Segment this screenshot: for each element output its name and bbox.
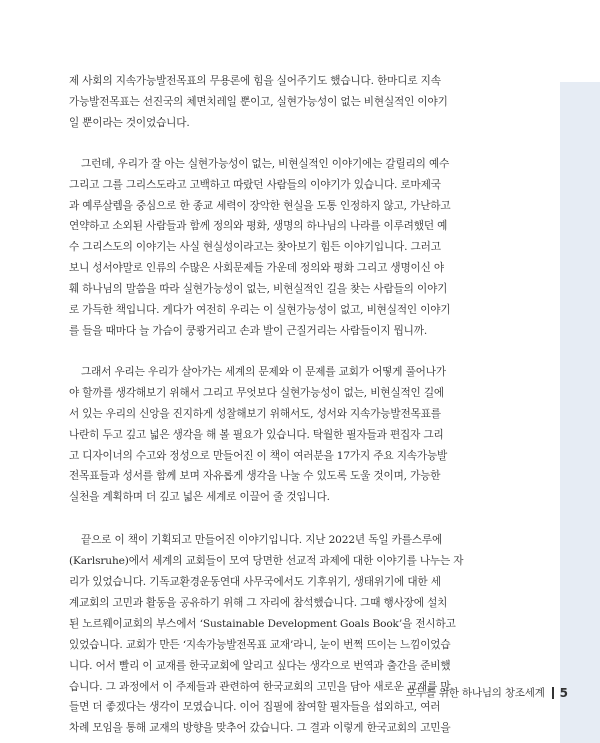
paragraph-2 [69,154,546,342]
paragraph-1 [69,71,546,134]
running-title: 모두를 위한 하나님의 창조세계 [405,687,545,699]
text-line: 과 예루살렘을 중심으로 한 종교 세력이 장악한 현실을 도통 인정하지 않고, 가난하고 [69,199,451,212]
text-line: 리가 있었습니다. 기독교환경운동연대 사무국에서도 기후위기, 생태위기에 대한 세 [69,576,441,589]
text-line: 습니다. 그 과정에서 이 주제들과 관련하여 한국교회의 고민을 담아 새로운 교재를 만 [69,680,451,693]
text-line: 실천을 계획하며 더 깊고 넓은 세계로 이끌어 줄 것입니다. [69,491,330,504]
text-line: 그래서 우리는 우리가 살아가는 세계의 문제와 이 문제를 교회가 어떻게 풀어나가 [81,365,446,378]
text-line: 있었습니다. 교회가 만든 ‘지속가능발전목표 교재’라니, 눈이 번쩍 뜨이는 느낌이었습 [69,638,451,651]
text-line: 끝으로 이 책이 기획되고 만들어진 이야기입니다. 지난 2022년 독일 카를스루에 [81,534,443,547]
text-line: 훼 하나님의 말씀을 따라 실현가능성이 없는, 비현실적인 길을 찾는 사람들의 이야기 [69,283,448,296]
page-number: 5 [559,685,568,700]
footer-divider [552,687,554,699]
text-line: 들면 더 좋겠다는 생각이 모였습니다. 이어 집필에 참여할 필자들을 섭외하고, 여러 [69,701,441,714]
text-line: 야 할까를 생각해보기 위해서 그리고 무엇보다 실현가능성이 없는, 비현실적인 길에 [69,386,445,399]
body-text [69,71,546,739]
text-line: 수 그리스도의 이야기는 사실 현실성이라고는 찾아보기 힘든 이야기입니다. 그러고 [69,241,441,254]
text-line: 제 사회의 지속가능발전목표의 무용론에 힘을 실어주기도 했습니다. 한마디로 지속 [69,75,441,87]
text-line: 전목표들과 성서를 함께 보며 자유롭게 생각을 나눌 수 있도록 도울 것이며, 가능한 [69,470,441,483]
paragraph-3 [69,362,546,508]
text-line: 나란히 두고 깊고 넓은 생각을 해 볼 필요가 있습니다. 탁월한 필자들과 편집자 그리 [69,428,444,441]
text-line: 차례 모임을 통해 교재의 방향을 맞추어 갔습니다. 그 결과 이렇게 한국교회의 고민을 [69,722,451,735]
text-line: 로 가득한 책입니다. 게다가 여전히 우리는 이 실현가능성이 없고, 비현실적인 이야기 [69,304,451,317]
text-line: 계교회의 고민과 활동을 공유하기 위해 그 자리에 참석했습니다. 그때 행사장에 설치 [69,596,448,609]
paragraph-4 [69,530,546,739]
text-line: 가능발전목표는 선진국의 체면치레일 뿐이고, 실현가능성이 없는 비현실적인 이야기 [69,95,448,108]
text-line: 그런데, 우리가 잘 아는 실현가능성이 없는, 비현실적인 이야기에는 갈릴리의 예수 [81,157,450,170]
text-line: 된 노르웨이교회의 부스에서 ‘Sustainable Development Goals Book’을 전시하고 [69,617,456,630]
text-line: 서 있는 우리의 신앙을 진지하게 성찰해보기 위해서도, 성서와 지속가능발전목표를 [69,407,441,420]
text-line: 니다. 어서 빨리 이 교재를 한국교회에 알리고 싶다는 생각으로 번역과 출간을 준비했 [69,659,451,672]
page-footer [406,685,568,700]
text-line: (Karlsruhe)에서 세계의 교회들이 모여 당면한 선교적 과제에 대한 이야기를 나누는 자 [69,555,464,568]
text-line: 보니 성서야말로 인류의 수많은 사회문제들 가운데 정의와 평화 그리고 생명이신 야 [69,262,445,275]
text-line: 연약하고 소외된 사람들과 함께 정의와 평화, 생명의 하나님의 나라를 이루려했던 예 [69,220,448,233]
side-color-band [560,82,600,743]
text-line: 고 디자이너의 수고와 정성으로 만들어진 이 책이 여러분을 17가지 주요 지속가능발 [69,449,448,462]
text-line: 그리고 그를 그리스도라고 고백하고 따랐던 사람들의 이야기가 있습니다. 로마제국 [69,178,441,191]
text-line: 일 뿐이라는 것이었습니다. [69,116,190,129]
text-line: 를 들을 때마다 늘 가슴이 쿵쾅거리고 손과 발이 근질거리는 사람들이지 뭡니까. [69,324,428,337]
